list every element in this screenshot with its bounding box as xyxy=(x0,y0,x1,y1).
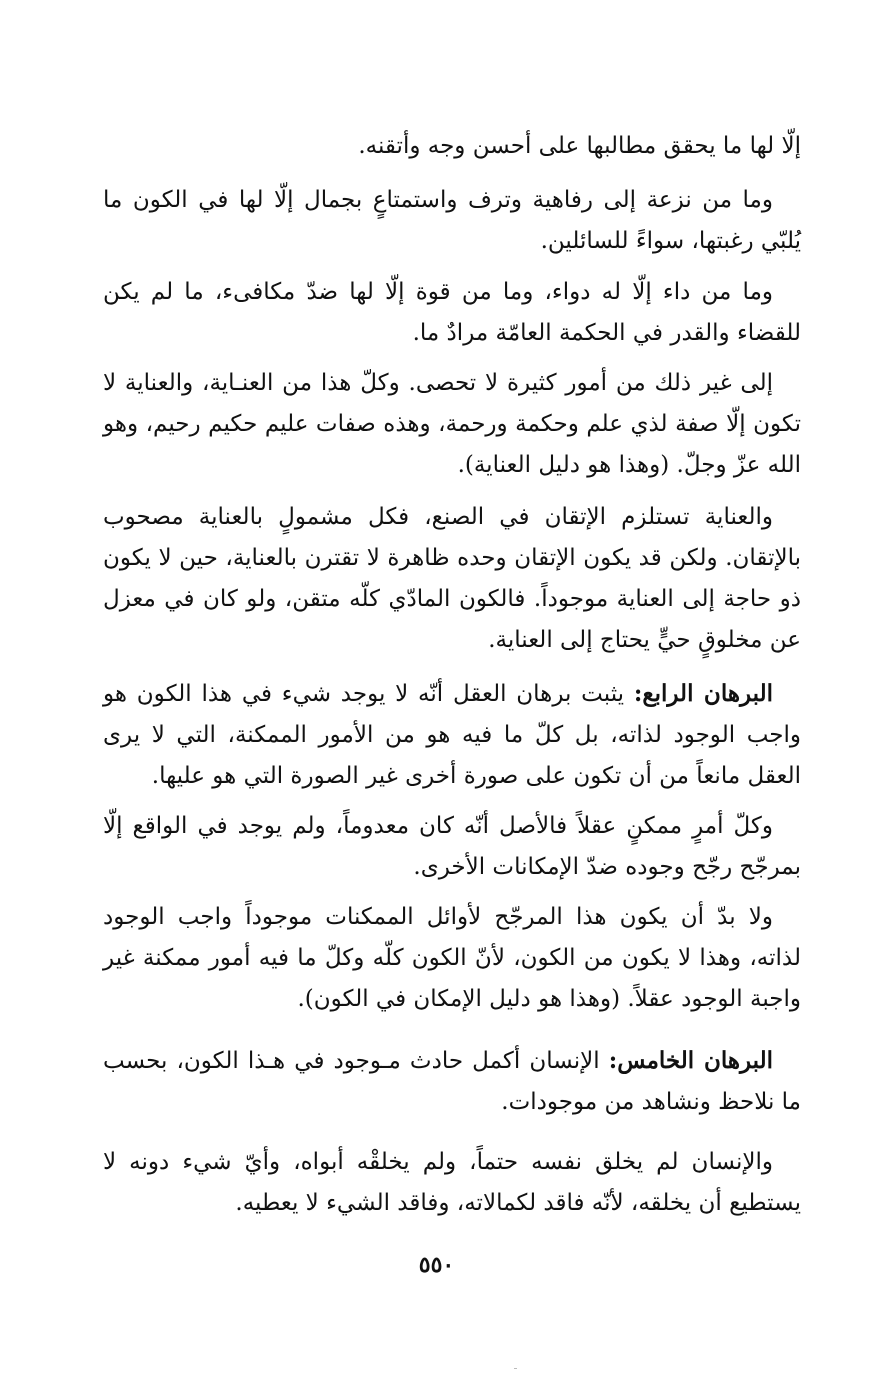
paragraph-text: وما من داء إلّا له دواء، وما من قوة إلّا لها ضدّ مكافىء، ما لم يكن للقضاء والقدر في الحكمة العامّة مرادٌ ما. xyxy=(103,279,801,346)
paragraph-9 xyxy=(103,1040,801,1123)
paragraph-7 xyxy=(103,806,801,888)
paragraph-3 xyxy=(103,272,801,354)
paragraph-text: والإنسان لم يخلق نفسه حتماً، ولم يخلقْه أبواه، وأيّ شيء دونه لا يستطيع أن يخلقه، لأنّه فاقد لكمالاته، وفاقد الشيء لا يعطيه. xyxy=(103,1149,801,1216)
paragraph-text: والعناية تستلزم الإتقان في الصنع، فكل مشمولٍ بالعناية مصحوب بالإتقان. ولكن قد يكون الإتقان وحده ظاهرة لا تقترن بالعناية، حين لا يكون ذو حاجة إلى العناية موجوداً. فالكون المادّي كلّه متقن، ولو كان في معزل عن مخلوقٍ حيٍّ يحتاج إلى العناية. xyxy=(103,504,801,653)
paragraph-text: إلى غير ذلك من أمور كثيرة لا تحصى. وكلّ هذا من العنـاية، والعناية لا تكون إلّا صفة لذي علم وحكمة ورحمة، وهذه صفات عليم حكيم رحيم، وهو الله عزّ وجلّ. (وهذا هو دليل العناية). xyxy=(103,370,801,478)
paragraph-10 xyxy=(103,1142,801,1224)
paragraph-8 xyxy=(103,897,801,1020)
paragraph-text: ولا بدّ أن يكون هذا المرجّح لأوائل الممكنات موجوداً واجب الوجود لذاته، وهذا لا يكون من الكون، لأنّ الكون كلّه وكلّ ما فيه أمور ممكنة غير واجبة الوجود عقلاً. (وهذا هو دليل الإمكان في الكون). xyxy=(103,904,801,1012)
scan-speck xyxy=(514,1368,517,1369)
paragraph-text: الإنسان أكمل حادث مـوجود في هـذا الكون، بحسب ما نلاحظ ونشاهد من موجودات. xyxy=(103,1048,801,1115)
section-heading: البرهان الرابع: xyxy=(633,680,773,707)
paragraph-text: يثبت برهان العقل أنّه لا يوجد شيء في هذا الكون هو واجب الوجود لذاته، بل كلّ ما فيه هو من الأمور الممكنة، التي لا يرى العقل مانعاً من أن تكون على صورة أخرى غير الصورة التي هو عليها. xyxy=(103,681,801,789)
paragraph-text: وكلّ أمرٍ ممكنٍ عقلاً فالأصل أنّه كان معدوماً، ولم يوجد في الواقع إلّا بمرجّح رجّح وجوده ضدّ الإمكانات الأخرى. xyxy=(103,813,801,880)
paragraph-text: وما من نزعة إلى رفاهية وترف واستمتاعٍ بجمال إلّا لها في الكون ما يُلبّي رغبتها، سواءً للسائلين. xyxy=(103,187,801,254)
paragraph-6 xyxy=(103,673,801,797)
paragraph-4 xyxy=(103,363,801,486)
paragraph-1 xyxy=(103,126,801,167)
paragraph-5 xyxy=(103,497,801,661)
section-heading: البرهان الخامس: xyxy=(608,1047,774,1074)
paragraph-2 xyxy=(103,180,801,262)
page-number: ٥٥٠ xyxy=(418,1252,455,1278)
paragraph-text: إلّا لها ما يحقق مطالبها على أحسن وجه وأتقنه. xyxy=(358,133,801,159)
